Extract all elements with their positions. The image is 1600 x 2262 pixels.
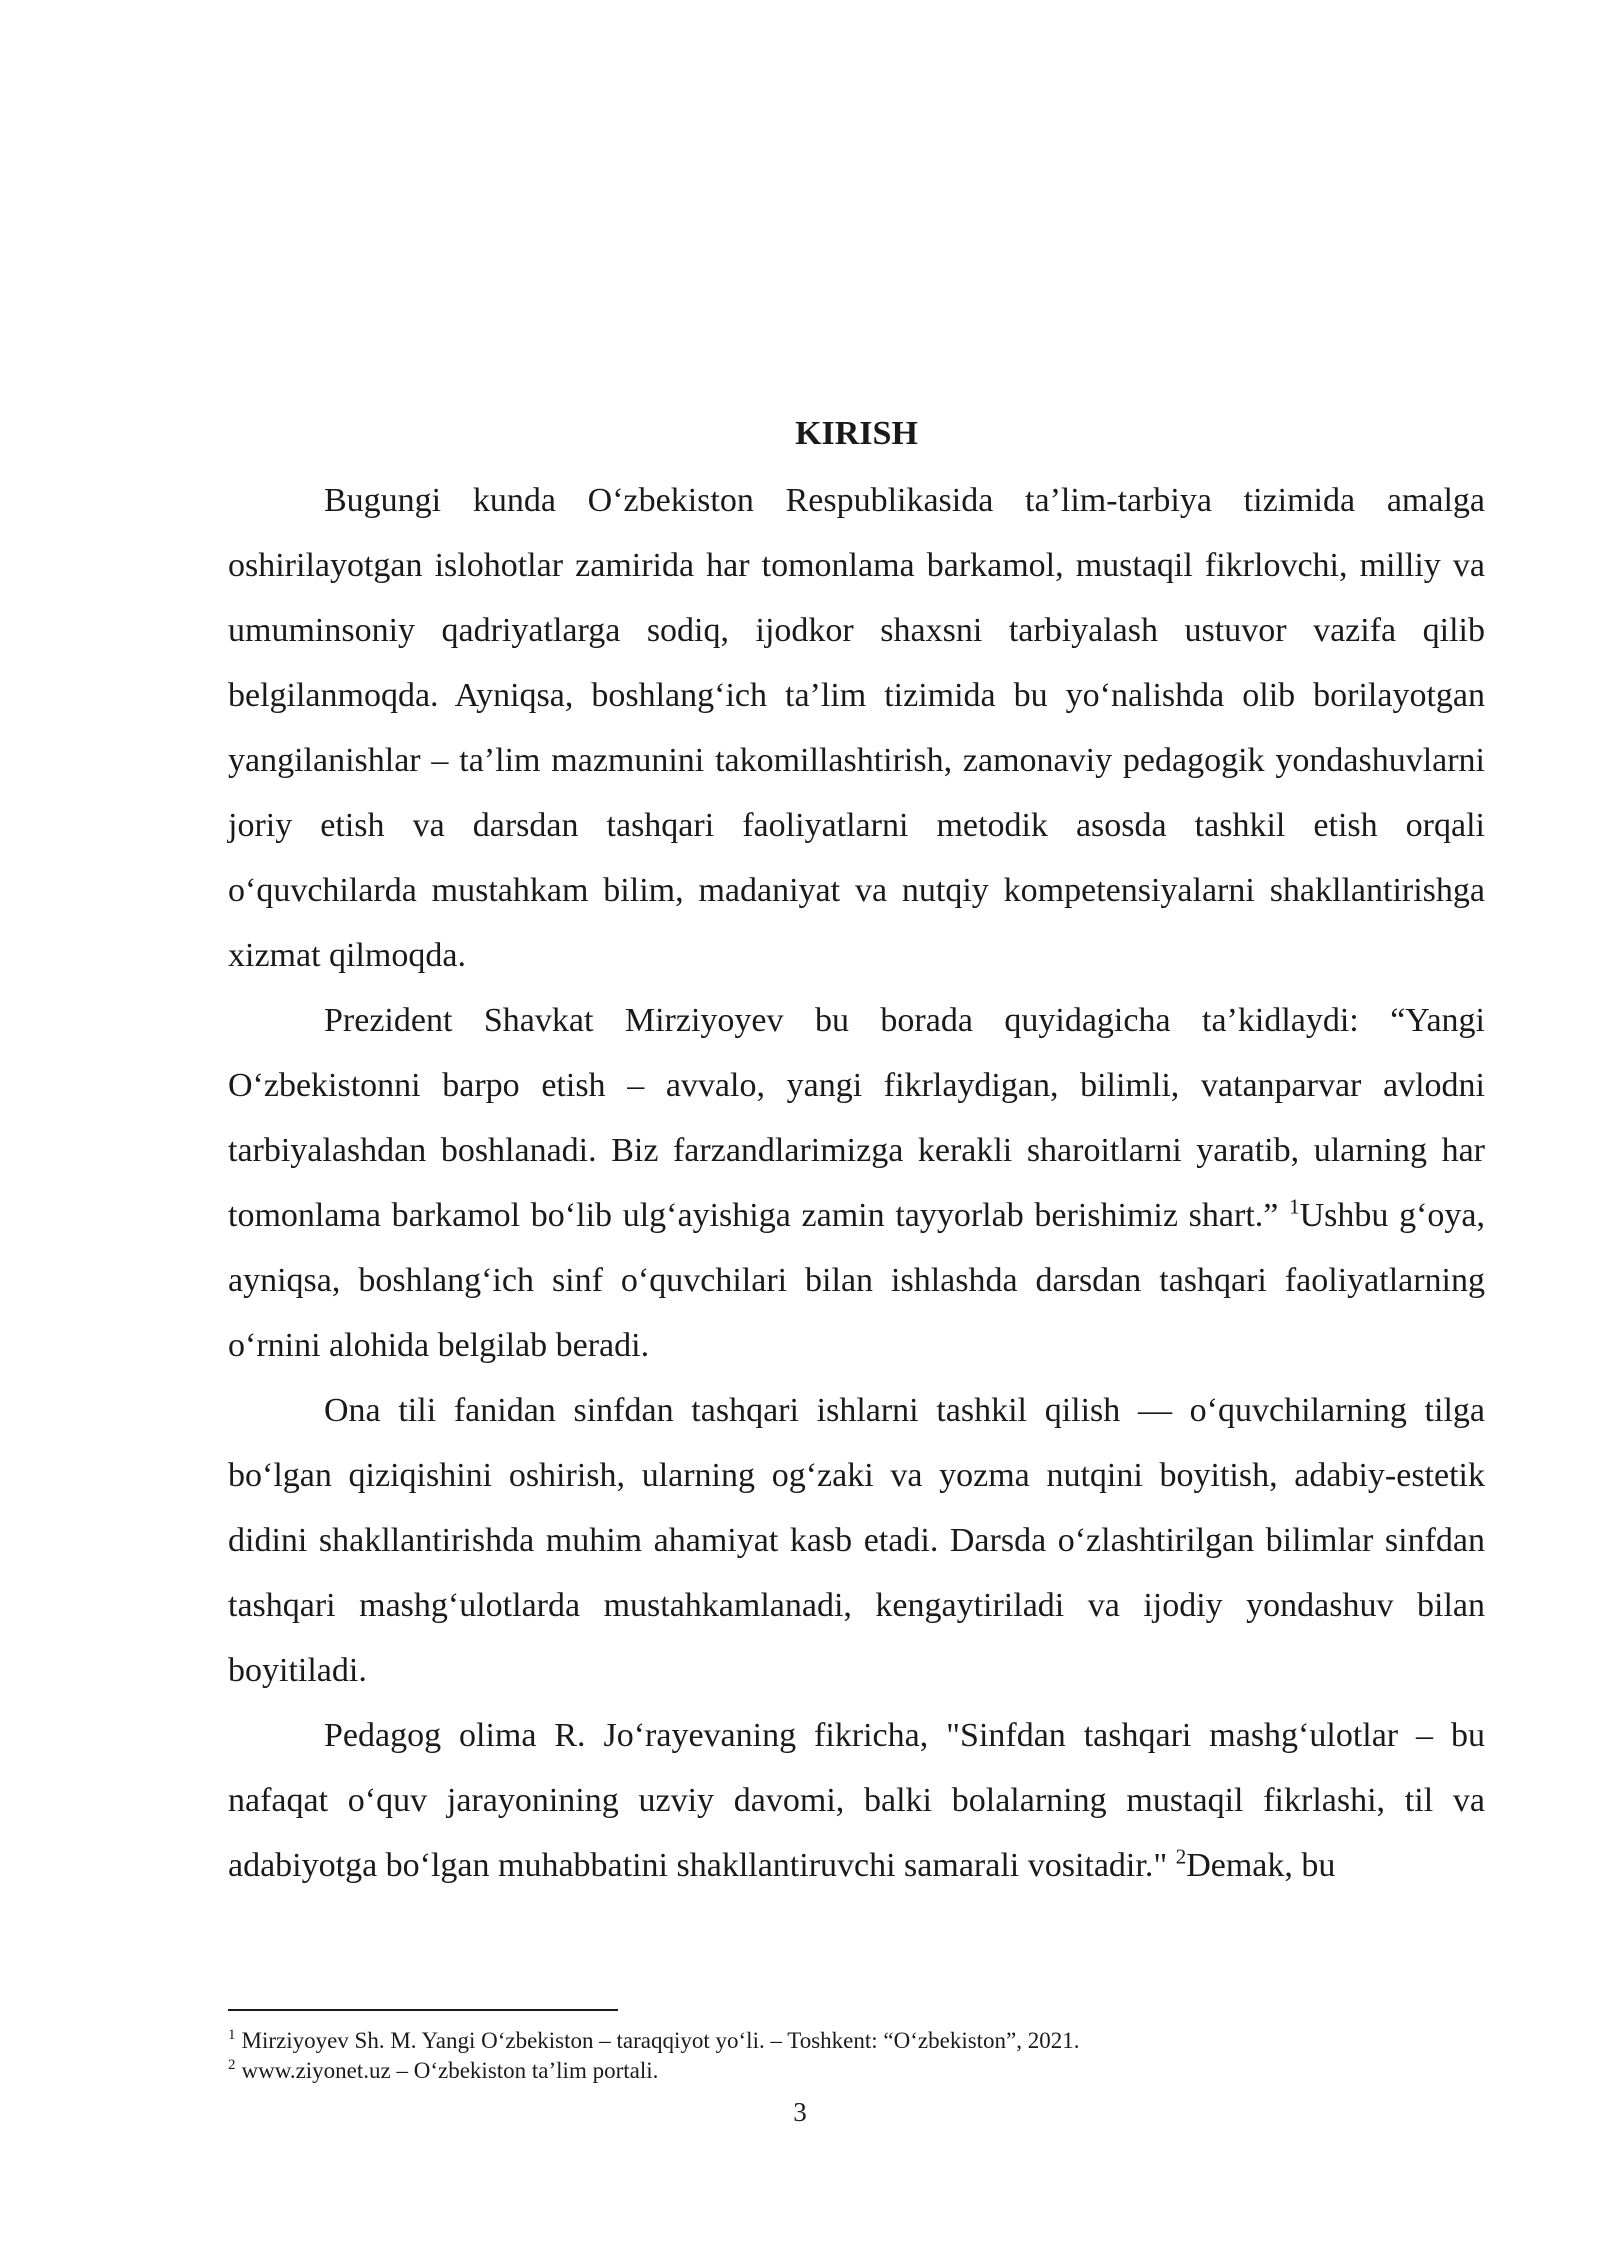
paragraph-president-quote [228, 988, 1485, 1378]
footnote-ref-1[interactable]: 1 [1289, 1194, 1300, 1219]
footnote-separator [228, 2009, 618, 2011]
footnote-2 [228, 2056, 1485, 2086]
page-number: 3 [793, 2097, 807, 2127]
footnote-text: www.ziyonet.uz – O‘zbekiston ta’lim portali. [241, 2058, 659, 2083]
paragraph-text: Prezident Shavkat Mirziyoyev bu borada quyidagicha ta’kidlaydi: “Yangi O‘zbekistonni barpo etish – avvalo, yangi fikrlaydigan, bilimli, vatanparvar avlodni tarbiyalashdan boshlanadi. Biz farzandlarimizga kerakli sharoitlarni yaratib, ularning har tomonlama barkamol bo‘lib ulg‘ayishiga zamin tayyorlab berishimiz shart.” [228, 1002, 1485, 1234]
body-text [228, 468, 1485, 1898]
footnotes [228, 2026, 1485, 2086]
paragraph-extracurricular [228, 1378, 1485, 1703]
footnote-mark: 1 [228, 2027, 236, 2044]
section-heading: KIRISH [795, 415, 918, 452]
paragraph-text-continued: Demak, bu [1186, 1847, 1336, 1884]
paragraph-text: Bugungi kunda O‘zbekiston Respublikasida ta’lim-tarbiya tizimida amalga oshirilayotgan islohotlar zamirida har tomonlama barkamol, mustaqil fikrlovchi, milliy va umuminsoniy qadriyatlarga sodiq, ijodkor shaxsni tarbiyalash ustuvor vazifa qilib belgilanmoqda. Ayniqsa, boshlang‘ich ta’lim tizimida bu yo‘nalishda olib borilayotgan yangilanishlar – ta’lim mazmunini takomillashtirish, zamonaviy pedagogik yondashuvlarni joriy etish va darsdan tashqari faoliyatlarni metodik asosda tashkil etish orqali o‘quvchilarda mustahkam bilim, madaniyat va nutqiy kompetensiyalarni shakllantirishga xizmat qilmoqda. [228, 482, 1485, 974]
footnote-ref-2[interactable]: 2 [1175, 1844, 1187, 1869]
footnote-mark: 2 [228, 2057, 236, 2074]
footnote-1 [228, 2026, 1485, 2056]
paragraph-intro [228, 468, 1485, 988]
paragraph-text-continued: Ushbu g‘oya, ayniqsa, boshlang‘ich sinf o‘quvchilari bilan ishlashda darsdan tashqari faoliyatlarning o‘rnini alohida belgilab beradi. [228, 1197, 1485, 1364]
footnote-text: Mirziyoyev Sh. M. Yangi O‘zbekiston – taraqqiyot yo‘li. – Toshkent: “O‘zbekiston”, 2021. [241, 2028, 1080, 2053]
paragraph-text: Ona tili fanidan sinfdan tashqari ishlarni tashkil qilish — o‘quvchilarning tilga bo‘lgan qiziqishini oshirish, ularning og‘zaki va yozma nutqini boyitish, adabiy-estetik didini shakllantirishda muhim ahamiyat kasb etadi. Darsda o‘zlashtirilgan bilimlar sinfdan tashqari mashg‘ulotlarda mustahkamlanadi, kengaytiriladi va ijodiy yondashuv bilan boyitiladi. [228, 1392, 1485, 1689]
paragraph-text: Pedagog olima R. Jo‘rayevaning fikricha, "Sinfdan tashqari mashg‘ulotlar – bu nafaqat o‘quv jarayonining uzviy davomi, balki bolalarning mustaqil fikrlashi, til va adabiyotga bo‘lgan muhabbatini shakllantiruvchi samarali vositadir." [228, 1717, 1485, 1884]
paragraph-pedagog-quote [228, 1703, 1485, 1898]
